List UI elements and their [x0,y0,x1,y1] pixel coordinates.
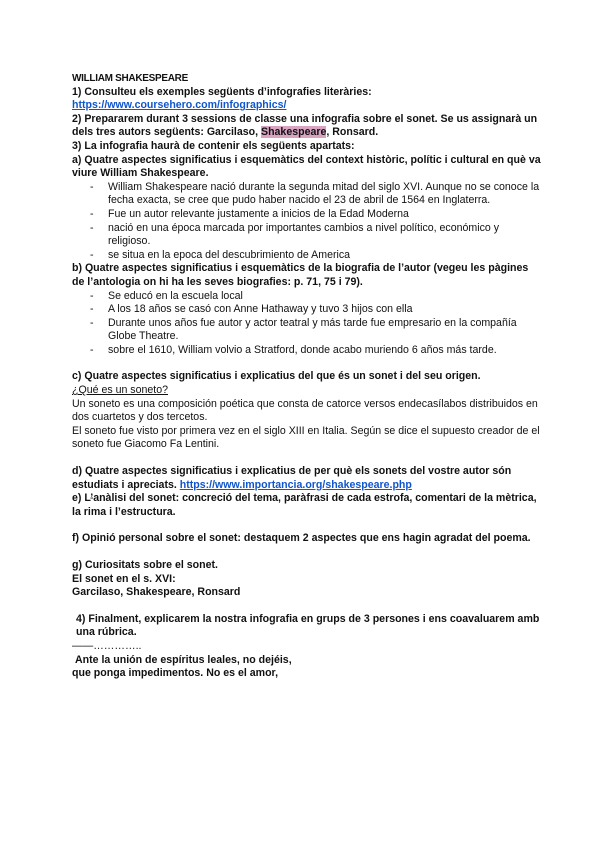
item-4: 4) Finalment, explicarem la nostra infografia en grups de 3 persones i ens coavaluarem amb una rúbrica. [76,612,540,639]
item-2 [72,113,542,140]
spacer [72,546,542,559]
list-item: - sobre el 1610, William volvio a Stratford, donde acabo muriendo 6 años más tarde. [72,344,542,358]
list-item: - Se educó en la escuela local [72,290,542,304]
item-1-label: 1) Consulteu els exemples següents d’infografies literàries: [72,85,372,98]
item-2-post: , Ronsard. [326,126,379,139]
section-b-heading: b) Quatre aspectes significatius i esquemàtics de la biografia de l’autor (vegeu les pàgines de l’antologia on hi ha les seves biografies: p. 71, 75 i 79). [72,262,529,288]
section-g-line-1: El sonet en el s. XVI: [72,572,176,585]
spacer [72,357,542,370]
section-b-list [72,290,542,358]
section-c-para-1: Un soneto es una composición poética que consta de catorce versos endecasílabos distribuidos en dos cuartetos y dos tercetos. [72,397,538,424]
section-c-question: ¿Qué es un soneto? [72,384,168,397]
separator: ——………….. [72,639,142,652]
section-a-heading: a) Quatre aspectes significatius i esquemàtics del context històric, polític i cultural en què va viure William Shakespeare. [72,153,541,180]
list-item: - Fue un autor relevante justamente a inicios de la Edad Moderna [72,208,542,222]
item-3: 3) La infografia haurà de contenir els següents apartats: [72,139,355,152]
importancia-link[interactable]: https://www.importancia.org/shakespeare.php [179,478,412,491]
section-e: e) L’anàlisi del sonet: concreció del tema, paràfrasi de cada estrofa, comentari de la mètrica, la rima i l’estructura. [72,492,537,518]
section-g-heading: g) Curiositats sobre el sonet. [72,559,218,571]
list-item: - A los 18 años se casó con Anne Hathaway y tuvo 3 hijos con ella [72,303,542,317]
section-c-heading: c) Quatre aspectes significatius i explicatius del que és un sonet i del seu origen. [72,370,481,383]
item-2-highlight: Shakespeare [261,126,327,139]
list-item: - nació en una época marcada por importantes cambios a nivel político, económico y religioso. [72,222,542,249]
poem-line: que ponga impedimentos. No es el amor, [72,667,279,680]
document-body [72,72,542,681]
section-d-heading [72,465,542,492]
spacer [72,600,542,613]
section-g-line-2: Garcilaso, Shakespeare, Ronsard [72,586,241,599]
section-f: f) Opinió personal sobre el sonet: destaquem 2 aspectes que ens hagin agradat del poema. [72,532,531,545]
poem-line: Ante la unión de espíritus leales, no dejéis, [75,653,292,666]
document-title: WILLIAM SHAKESPEARE [72,73,188,84]
coursehero-link[interactable]: https://www.coursehero.com/infographics/ [72,99,287,112]
section-c-para-2: El soneto fue visto por primera vez en el siglo XIII en Italia. Según se dice el supuesto creador de el soneto fue Giacomo Fa Lentini. [72,424,540,451]
list-item: - Durante unos años fue autor y actor teatral y más tarde fue empresario en la compañía Globe Theatre. [72,317,542,344]
list-item: - William Shakespeare nació durante la segunda mitad del siglo XVI. Aunque no se conoce la fecha exacta, se cree que pudo haber nacido el 23 de abril de 1564 en Inglaterra. [72,181,542,208]
spacer [72,452,542,465]
list-item: - se situa en la epoca del descubrimiento de America [72,249,542,263]
section-d-text: d) Quatre aspectes significatius i explicatius de per què els sonets del vostre autor són estudiats i apreciats. [72,465,512,491]
section-a-list [72,181,542,263]
item-2-pre: 2) Prepararem durant 3 sessions de classe una infografia sobre el sonet. Se us assignarà un dels tres autors següents: Garcilaso, [72,112,538,139]
spacer [72,519,542,532]
